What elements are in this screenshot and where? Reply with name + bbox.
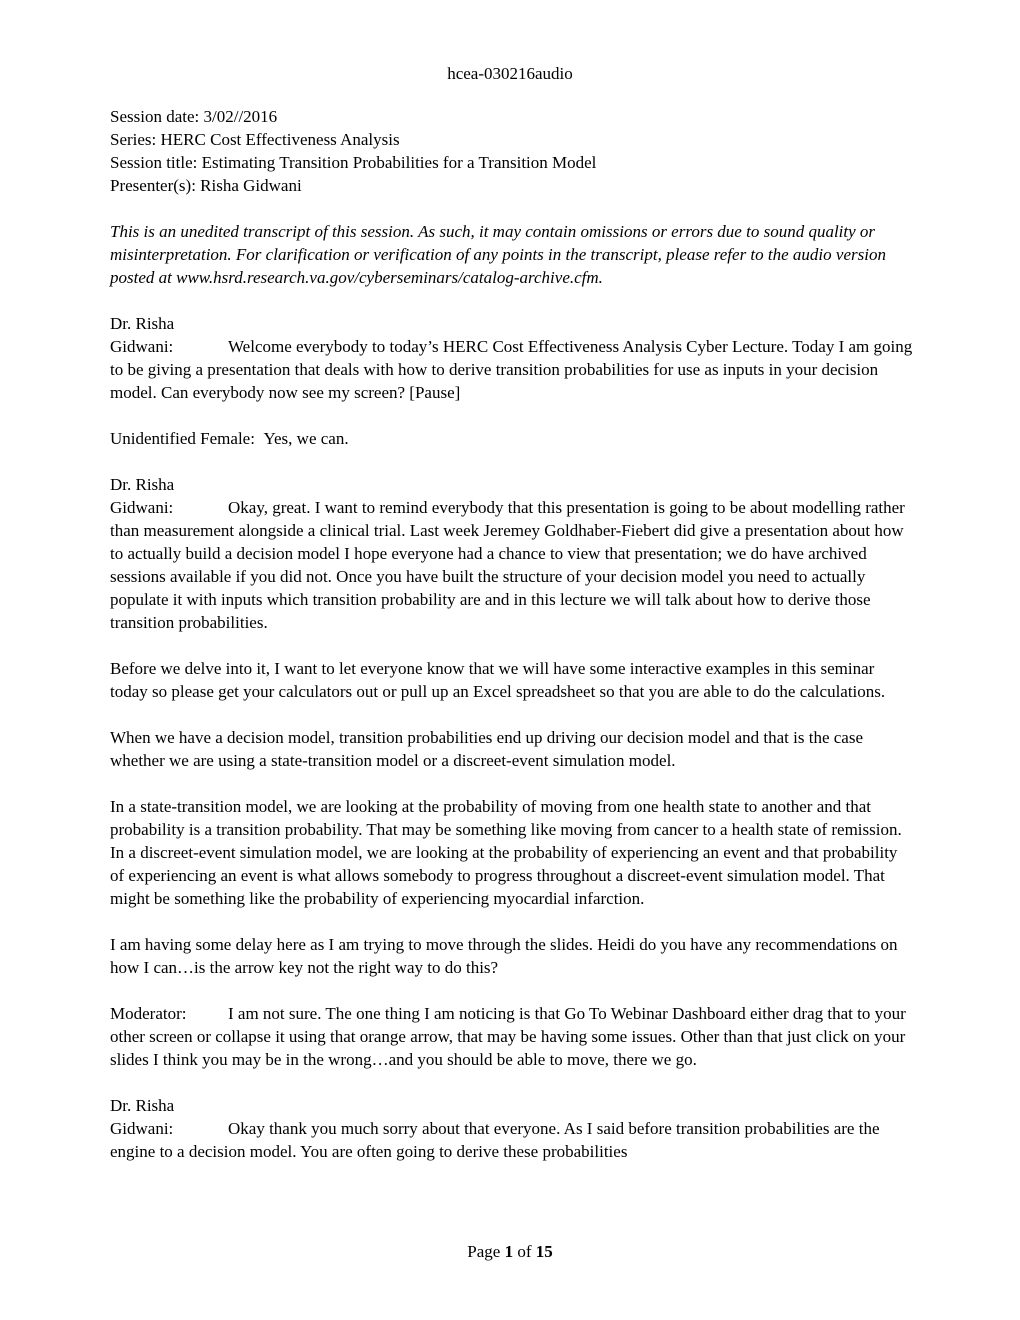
session-date: Session date: 3/02//2016: [110, 107, 278, 126]
session-title: Session title: Estimating Transition Probabilities for a Transition Model: [110, 153, 597, 172]
page-footer: [0, 1240, 1020, 1263]
page-total: 15: [535, 1242, 553, 1261]
transcript-paragraph: [110, 427, 915, 450]
transcript-paragraph: [110, 312, 915, 404]
session-presenter: Presenter(s): Risha Gidwani: [110, 176, 302, 195]
paragraph-text: When we have a decision model, transition probabilities end up driving our decision model and that is the case whether we are using a state-transition model or a discreet-event simulation model.: [110, 728, 863, 770]
transcript-paragraph: [110, 1094, 915, 1163]
transcript-paragraph: [110, 473, 915, 634]
paragraph-text: I am not sure. The one thing I am noticing is that Go To Webinar Dashboard either drag that to your other screen or collapse it using that orange arrow, that may be having some issues. Other than that just click on your slides I think you may be in the wrong…and you should be able to move, there we go.: [110, 1004, 906, 1069]
paragraph-text: Before we delve into it, I want to let everyone know that we will have some interactive examples in this seminar today so please get your calculators out or pull up an Excel spreadsheet so that you are able to do the calculations.: [110, 659, 886, 701]
speaker-label: Dr. Risha Gidwani:: [110, 475, 175, 517]
document-title: hcea-030216audio: [447, 64, 573, 83]
session-info: [110, 105, 915, 197]
transcript-paragraph: [110, 933, 915, 979]
session-series: Series: HERC Cost Effectiveness Analysis: [110, 130, 400, 149]
paragraph-text: Yes, we can.: [263, 429, 349, 448]
paragraph-text: In a state-transition model, we are looking at the probability of moving from one health state to another and that probability is a transition probability. That may be something like moving from cancer to a health state of remission. In a discreet-event simulation model, we are looking at the probability of experiencing an event and that probability of experiencing an event is what allows somebody to progress throughout a discreet-event simulation model. That might be something like the probability of experiencing myocardial infarction.: [110, 797, 902, 908]
paragraph-text: Okay thank you much sorry about that everyone. As I said before transition probabilities are the engine to a decision model. You are often going to derive these probabilities: [110, 1119, 880, 1161]
transcript-paragraph: [110, 657, 915, 703]
speaker-label: Dr. Risha Gidwani:: [110, 1096, 175, 1138]
transcript: [110, 312, 915, 1163]
paragraph-text: Okay, great. I want to remind everybody that this presentation is going to be about modelling rather than measurement alongside a clinical trial. Last week Jeremey Goldhaber-Fiebert did give a presentation about how to actually build a decision model I hope everyone had a chance to view that presentation; we do have archived sessions available if you did not. Once you have built the structure of your decision model you need to actually populate it with inputs which transition probability are and in this lecture we will talk about how to derive those transition probabilities.: [110, 498, 905, 632]
speaker-label: Moderator:: [110, 1004, 187, 1023]
transcript-paragraph: [110, 1002, 915, 1071]
paragraph-text: I am having some delay here as I am trying to move through the slides. Heidi do you have any recommendations on how I can…is the arrow key not the right way to do this?: [110, 935, 898, 977]
paragraph-text: Welcome everybody to today’s HERC Cost Effectiveness Analysis Cyber Lecture. Today I am going to be giving a presentation that deals with how to derive transition probabilities for use as inputs in your decision model. Can everybody now see my screen? [Pause]: [110, 337, 913, 402]
document-body: [110, 105, 915, 1186]
speaker-label: Dr. Risha Gidwani:: [110, 314, 175, 356]
speaker-label: Unidentified Female:: [110, 429, 255, 448]
transcript-paragraph: [110, 795, 915, 910]
transcript-paragraph: [110, 726, 915, 772]
of-word: of: [517, 1242, 532, 1261]
page-word: Page: [467, 1242, 501, 1261]
transcript-disclaimer: This is an unedited transcript of this session. As such, it may contain omissions or errors due to sound quality or misinterpretation. For clarification or verification of any points in the transcript, please refer to the audio version posted at www.hsrd.research.va.gov/cyberseminars/catalog-archive.cfm.: [110, 222, 886, 287]
page-number: 1: [504, 1242, 514, 1261]
page-header: [0, 62, 1020, 85]
